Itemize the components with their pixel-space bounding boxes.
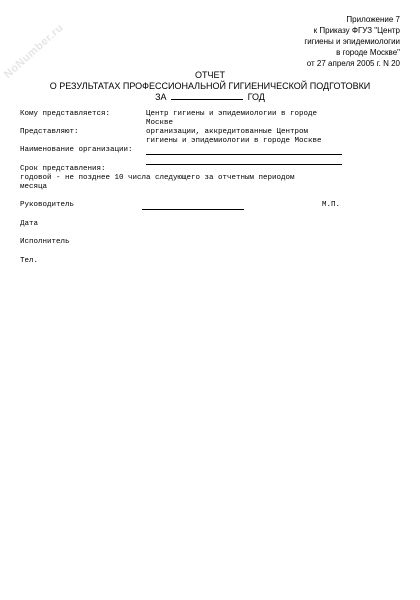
period-prefix: ЗА xyxy=(155,92,167,102)
organization-name-field-line2[interactable] xyxy=(146,164,342,165)
organization-name-field[interactable] xyxy=(146,154,342,155)
submitters-label: Представляют: xyxy=(20,128,79,136)
phone-label: Тел. xyxy=(20,257,39,265)
deadline-value-line2: месяца xyxy=(20,183,48,191)
recipient-value-line2: Москве xyxy=(146,119,174,127)
date-label: Дата xyxy=(20,220,39,228)
seal-placeholder: М.П. xyxy=(322,201,341,209)
period-suffix: ГОД xyxy=(247,92,265,102)
header-line: от 27 апреля 2005 г. N 20 xyxy=(306,59,400,68)
executor-label: Исполнитель xyxy=(20,238,70,246)
header-line: Приложение 7 xyxy=(346,15,400,24)
header-line: к Приказу ФГУЗ "Центр xyxy=(313,26,400,35)
report-subtitle: О РЕЗУЛЬТАТАХ ПРОФЕССИОНАЛЬНОЙ ГИГИЕНИЧЕСКОЙ ПОДГОТОВКИ xyxy=(49,81,371,91)
year-blank-field[interactable] xyxy=(171,91,243,100)
appendix-header xyxy=(200,14,400,69)
report-period xyxy=(0,91,420,103)
header-line: в городе Москве" xyxy=(336,48,400,57)
recipient-value-line1: Центр гигиены и эпидемиологии в городе xyxy=(146,110,318,118)
recipient-label: Кому представляется: xyxy=(20,110,111,118)
header-line: гигиены и эпидемиологии xyxy=(304,37,400,46)
director-signature-field[interactable] xyxy=(142,209,244,210)
director-label: Руководитель xyxy=(20,201,75,209)
deadline-label: Срок представления: xyxy=(20,165,106,173)
report-title: ОТЧЕТ xyxy=(195,70,225,80)
submitters-value-line1: организации, аккредитованные Центром xyxy=(146,128,309,136)
watermark: NoNumber.ru xyxy=(2,21,66,81)
organization-name-label: Наименование организации: xyxy=(20,146,133,154)
deadline-value: годовой - не позднее 10 числа следующего за отчетным периодом xyxy=(20,174,295,182)
submitters-value-line2: гигиены и эпидемиологии в городе Москве xyxy=(146,137,322,145)
